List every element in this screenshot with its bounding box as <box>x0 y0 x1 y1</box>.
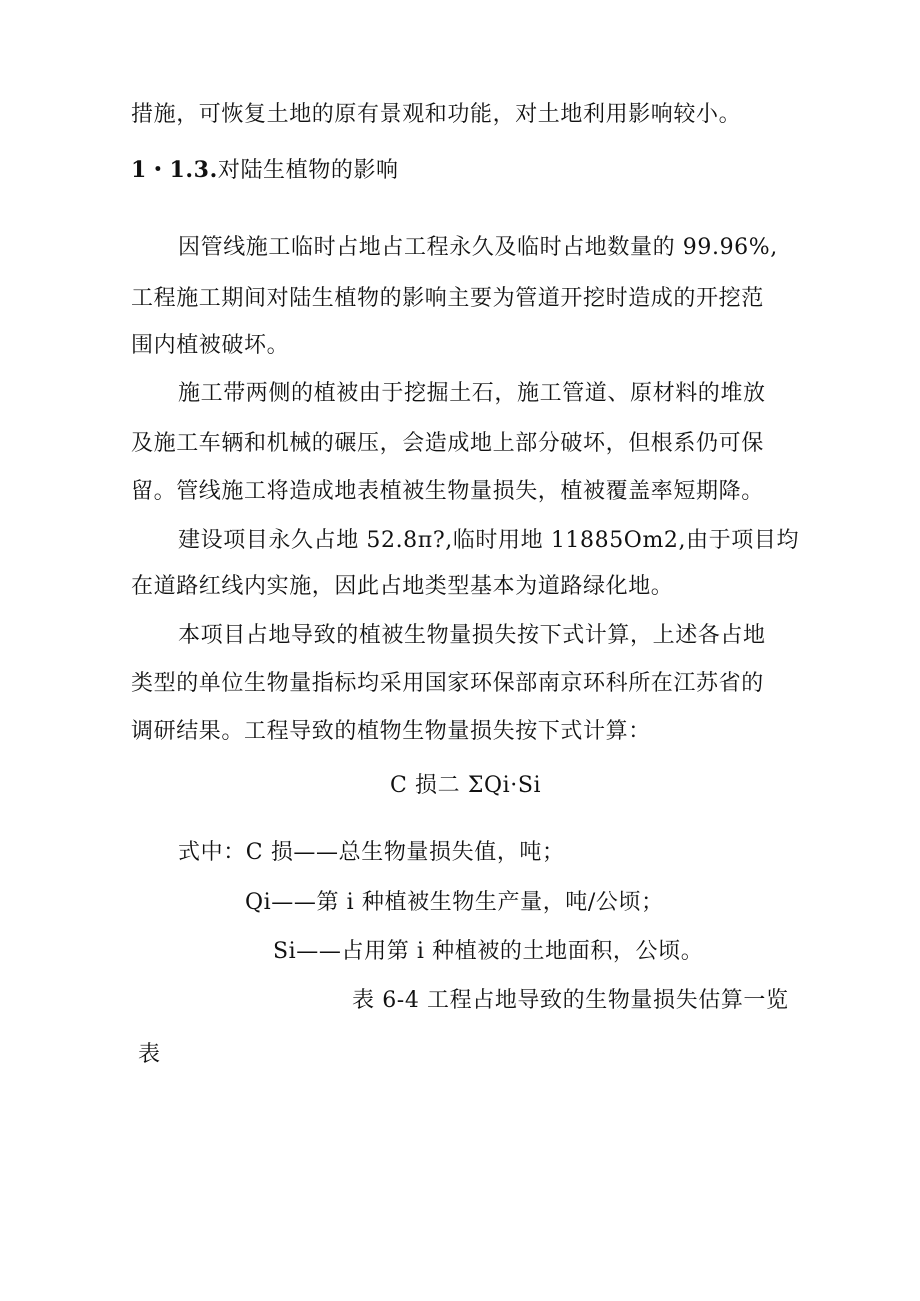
paragraph-4-line-1: 本项目占地导致的植被生物量损失按下式计算，上述各占地 <box>178 623 766 648</box>
paragraph-2-line-3: 留。管线施工将造成地表植被生物量损失，植被覆盖率短期降。 <box>131 479 764 504</box>
formula: C 损二 ΣQi·Si <box>390 773 542 798</box>
paragraph-3-line-2: 在道路红线内实施，因此占地类型基本为道路绿化地。 <box>131 574 674 599</box>
paragraph-1-line-2: 工程施工期间对陆生植物的影响主要为管道开挖时造成的开挖范 <box>131 286 764 311</box>
section-title: 对陆生植物的影响 <box>217 158 399 183</box>
paragraph-1-line-3: 围内植被破坏。 <box>131 333 290 358</box>
paragraph-3-line-1: 建设项目永久占地 52.8π?,临时用地 11885Om2,由于项目均 <box>178 528 800 553</box>
section-number: 1・1.3. <box>131 157 218 183</box>
paragraph-2-line-1: 施工带两侧的植被由于挖掘土石，施工管道、原材料的堆放 <box>178 381 766 406</box>
paragraph-2-line-2: 及施工车辆和机械的碾压，会造成地上部分破坏，但根系仍可保 <box>131 431 764 456</box>
definition-qi: Qi——第 i 种植被生物生产量，吨/公顷； <box>245 890 664 915</box>
paragraph-continuation: 措施，可恢复土地的原有景观和功能，对土地利用影响较小。 <box>131 102 742 127</box>
section-heading <box>131 155 399 186</box>
paragraph-1-line-1: 因管线施工临时占地占工程永久及临时占地数量的 99.96%, <box>178 235 778 260</box>
table-caption-line-1: 表 6-4 工程占地导致的生物量损失估算一览 <box>352 988 789 1013</box>
table-caption-line-2: 表 <box>138 1042 161 1067</box>
paragraph-4-line-3: 调研结果。工程导致的植物生物量损失按下式计算： <box>131 719 651 744</box>
definition-c: 式中：C 损——总生物量损失值，吨； <box>178 840 565 865</box>
paragraph-4-line-2: 类型的单位生物量指标均采用国家环保部南京环科所在江苏省的 <box>131 671 764 696</box>
definition-si: Si——占用第 i 种植被的土地面积，公顷。 <box>273 939 704 964</box>
